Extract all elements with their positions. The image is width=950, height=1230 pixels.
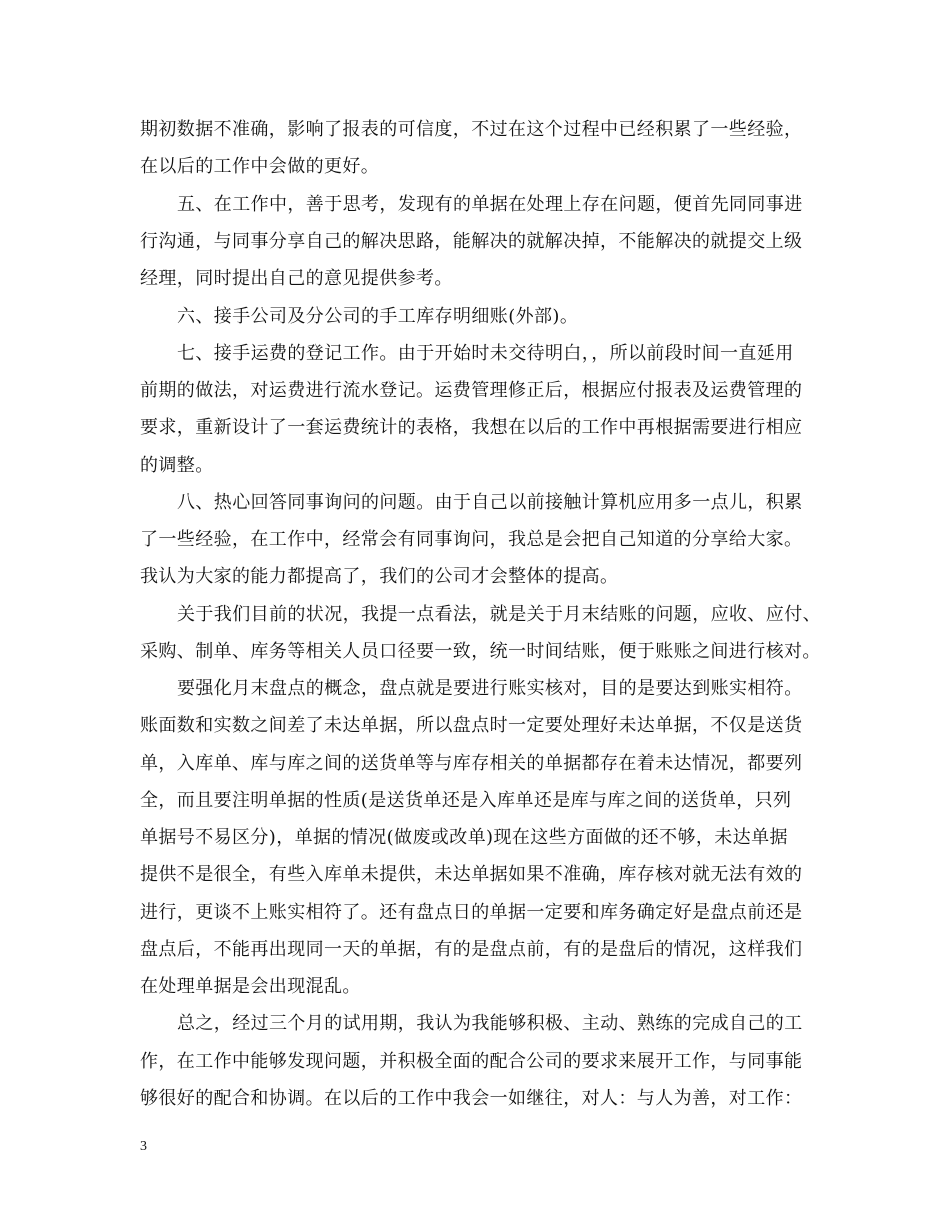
text-line: 总之，经过三个月的试用期，我认为我能够积极、主动、熟练的完成自己的工 <box>177 1013 803 1034</box>
text-line: 作，在工作中能够发现问题，并积极全面的配合公司的要求来展开工作，与同事能 <box>140 1051 803 1072</box>
text-line: 账面数和实数之间差了未达单据，所以盘点时一定要处理好未达单据，不仅是送货 <box>140 715 803 736</box>
text-line: 要求，重新设计了一套运费统计的表格，我想在以后的工作中再根据需要进行相应 <box>140 417 803 438</box>
text-line: 单，入库单、库与库之间的送货单等与库存相关的单据都存在着未达情况，都要列 <box>140 753 803 774</box>
text-line: 在以后的工作中会做的更好。 <box>140 156 380 177</box>
text-line: 盘点后，不能再出现同一天的单据，有的是盘点前，有的是盘后的情况，这样我们 <box>140 939 803 960</box>
text-line: 要强化月末盘点的概念，盘点就是要进行账实核对，目的是要达到账实相符。 <box>177 678 803 699</box>
text-line: 提供不是很全，有些入库单未提供，未达单据如果不准确，库存核对就无法有效的 <box>140 864 803 885</box>
text-line: 采购、制单、库务等相关人员口径要一致，统一时间结账，便于账账之间进行核对。 <box>140 641 821 662</box>
text-line: 在处理单据是会出现混乱。 <box>140 976 361 997</box>
text-line: 七、接手运费的登记工作。由于开始时未交待明白，，所以前段时间一直延用 <box>177 343 794 364</box>
text-line: 行沟通，与同事分享自己的解决思路，能解决的就解决掉，不能解决的就提交上级 <box>140 231 803 252</box>
text-line: 单据号不易区分)，单据的情况(做废或改单)现在这些方面做的还不够，未达单据 <box>140 827 788 848</box>
text-line: 八、热心回答同事询问的问题。由于自己以前接触计算机应用多一点儿，积累 <box>177 492 803 513</box>
text-line: 我认为大家的能力都提高了，我们的公司才会整体的提高。 <box>140 566 619 587</box>
text-line: 期初数据不准确，影响了报表的可信度，不过在这个过程中已经积累了一些经验， <box>140 119 803 140</box>
text-line: 前期的做法，对运费进行流水登记。运费管理修正后，根据应付报表及运费管理的 <box>140 380 803 401</box>
text-line: 全，而且要注明单据的性质(是送货单还是入库单还是库与库之间的送货单，只列 <box>140 790 792 811</box>
text-line: 的调整。 <box>140 455 214 476</box>
text-line: 关于我们目前的状况，我提一点看法，就是关于月末结账的问题，应收、应付、 <box>177 604 821 625</box>
page-number: 3 <box>140 1139 147 1154</box>
text-line: 经理，同时提出自己的意见提供参考。 <box>140 268 453 289</box>
text-line: 进行，更谈不上账实相符了。还有盘点日的单据一定要和库务确定好是盘点前还是 <box>140 902 803 923</box>
text-line: 六、接手公司及分公司的手工库存明细账(外部)。 <box>177 306 579 327</box>
text-line: 够很好的配合和协调。在以后的工作中我会一如继往，对人：与人为善，对工作： <box>140 1088 803 1109</box>
text-line: 了一些经验，在工作中，经常会有同事询问，我总是会把自己知道的分享给大家。 <box>140 529 803 550</box>
text-line: 五、在工作中，善于思考，发现有的单据在处理上存在问题，便首先同同事进 <box>177 194 803 215</box>
